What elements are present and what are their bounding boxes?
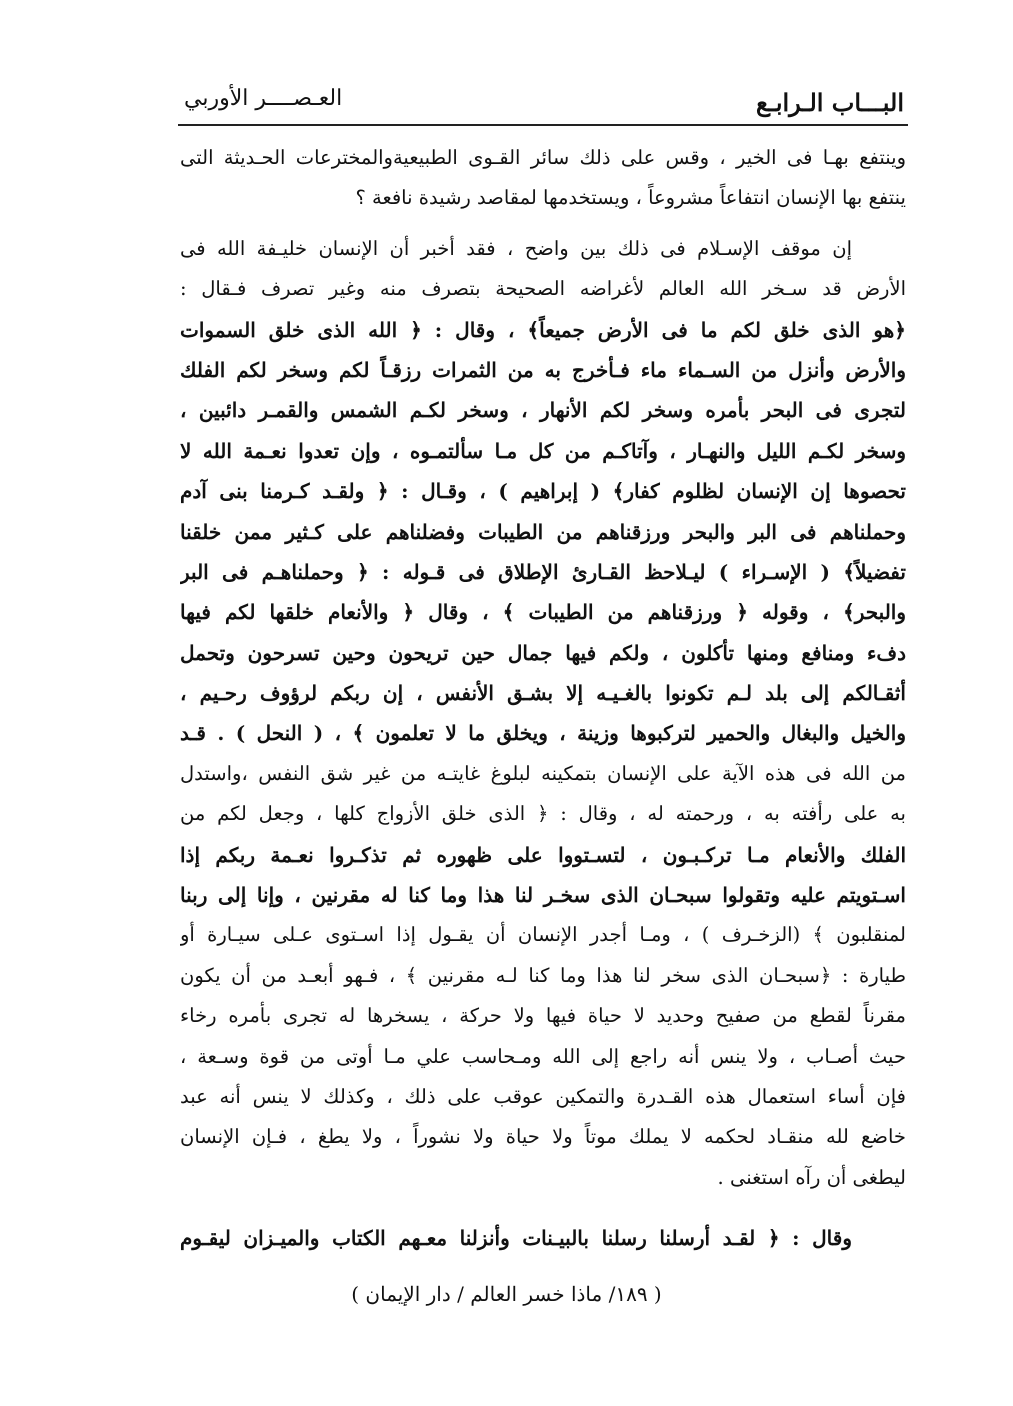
text-line: خاضع لله منقـاد لحكمه لا يملك موتاً ولا حياة ولا نشوراً ، ولا يطغ ، فـإن الإنسان <box>180 1125 906 1149</box>
text-line: طيارة : ﴿سبحـان الذى سخر لنا هذا وما كنا لـه مقرنين ﴾ ، فـهو أبعـد من أن يكون <box>180 963 906 987</box>
page-footer: ( ١٨٩/ ماذا خسر العالم / دار الإيمان ) <box>351 1282 662 1306</box>
text-line: ليطغى أن رآه استغنى . <box>717 1165 906 1189</box>
quran-verse-line: الفلك والأنعام مـا تركـبـون ، لتسـتووا على ظهوره ثم تذكـروا نعـمة ربكم إذا <box>180 842 906 867</box>
text-line: لمنقلبون ﴾ (الزخـرف ) ، ومـا أجدر الإنسان أن يقـول إذا اسـتوى عـلى سيـارة أو <box>180 923 906 947</box>
quran-verse-line: والأرض وأنزل من السـماء ماء فـأخرج به من الثمرات رزقـاً لكم وسخر لكم الفلك <box>180 357 906 382</box>
quran-verse-line: ﴿هو الذى خلق لكم ما فى الأرض جميعاً﴾ ، وقال : ﴿ الله الذى خلق السموات <box>180 317 906 342</box>
text-line: مقرناً لقطع من صفيح وحديد لا حياة فيها ولا حركة ، يسخرها له تجرى بأمره رخاء <box>180 1004 906 1028</box>
chapter-title: البـــاب الـرابـع <box>756 88 904 117</box>
quran-verse-line: وحملناهم فى البر والبحر ورزقناهم من الطيبات وفضلناهم على كـثير ممن خلقنا <box>180 519 906 544</box>
text-line: ينتفع بها الإنسان انتفاعاً مشروعاً ، ويستخدمها لمقاصد رشيدة نافعة ؟ <box>355 186 906 210</box>
quran-verse-line: تفضيلاً﴾ ( الإسـراء ) ليـلاحظ القـارئ الإطلاق فى قـوله : ﴿ وحملناهـم فى البر <box>180 559 906 584</box>
paragraph-start-line: وقال : ﴿ لقـد أرسلنا رسلنا بالبيـنات وأنزلنا معـهم الكتاب والميـزان ليقـوم <box>180 1226 852 1251</box>
quran-verse-line: لتجرى فى البحر بأمره وسخر لكم الأنهار ، وسخر لكـم الشمس والقمـر دائبين ، <box>180 398 906 423</box>
quran-verse-line: أثقـالكم إلى بلد لـم تكونوا بالغـيـه إلا بشـق الأنفس ، إن ربكم لرؤوف رحـيم ، <box>180 681 906 706</box>
text-line: من الله فى هذه الآية على الإنسان بتمكينه لبلوغ غايتـه من غير شق النفس ،واستدل <box>180 761 906 785</box>
page-header <box>178 84 908 126</box>
quran-verse-line: اسـتويتم عليه وتقولوا سبحـان الذى سخـر لنا هذا وما كنا له مقرنين ، وإنا إلى ربنا <box>180 883 906 908</box>
text-line: به على رأفته به ، ورحمته له ، وقال : ﴿ الذى خلق الأزواج كلها ، وجعل لكم من <box>180 802 906 826</box>
book-section-title: العـصــــر الأوربي <box>184 86 343 111</box>
text-line: الأرض قد سـخر الله العالم لأغراضه الصحيحة بتصرف منه وغير تصرف فـقال : <box>180 277 906 301</box>
quran-verse-line: تحصوها إن الإنسان لظلوم كفار﴾ ( إبراهيم ) ، وقـال : ﴿ ولقـد كـرمنا بنى آدم <box>180 479 906 504</box>
body-text <box>180 138 906 1259</box>
quran-verse-line: والخيل والبغال والحمير لتركبوها وزينة ، ويخلق ما لا تعلمون ﴾ ، ( النحل ) . قـد <box>180 721 906 746</box>
paragraph-start-line: إن موقف الإسـلام فى ذلك بين واضح ، فقد أخبر أن الإنسان خليـفة الله فى <box>180 236 852 260</box>
quran-verse-line: والبحر﴾ ، وقوله ﴿ ورزقناهم من الطيبات ﴾ ، وقال ﴿ والأنعام خلقها لكم فيها <box>180 600 906 625</box>
quran-verse-line: دفء ومنافع ومنها تأكلون ، ولكم فيها جمال حين تريحون وحين تسرحون وتحمل <box>180 640 906 665</box>
text-line: حيث أصـاب ، ولا ينس أنه راجع إلى الله ومـحاسب علي مـا أوتى من قوة وسـعة ، <box>180 1044 906 1068</box>
text-line: وينتفع بهـا فى الخير ، وقس على ذلك سائر القـوى الطبيعيةوالمخترعات الحـديثة التى <box>180 146 906 169</box>
text-line: فإن أساء استعمال هذه القـدرة والتمكين عوقب على ذلك ، وكذلك لا ينس أنه عبد <box>180 1084 906 1108</box>
quran-verse-line: وسخر لكـم الليل والنهـار ، وآتاكـم من كل مـا سألتمـوه ، وإن تعدوا نعـمة الله لا <box>180 438 906 463</box>
